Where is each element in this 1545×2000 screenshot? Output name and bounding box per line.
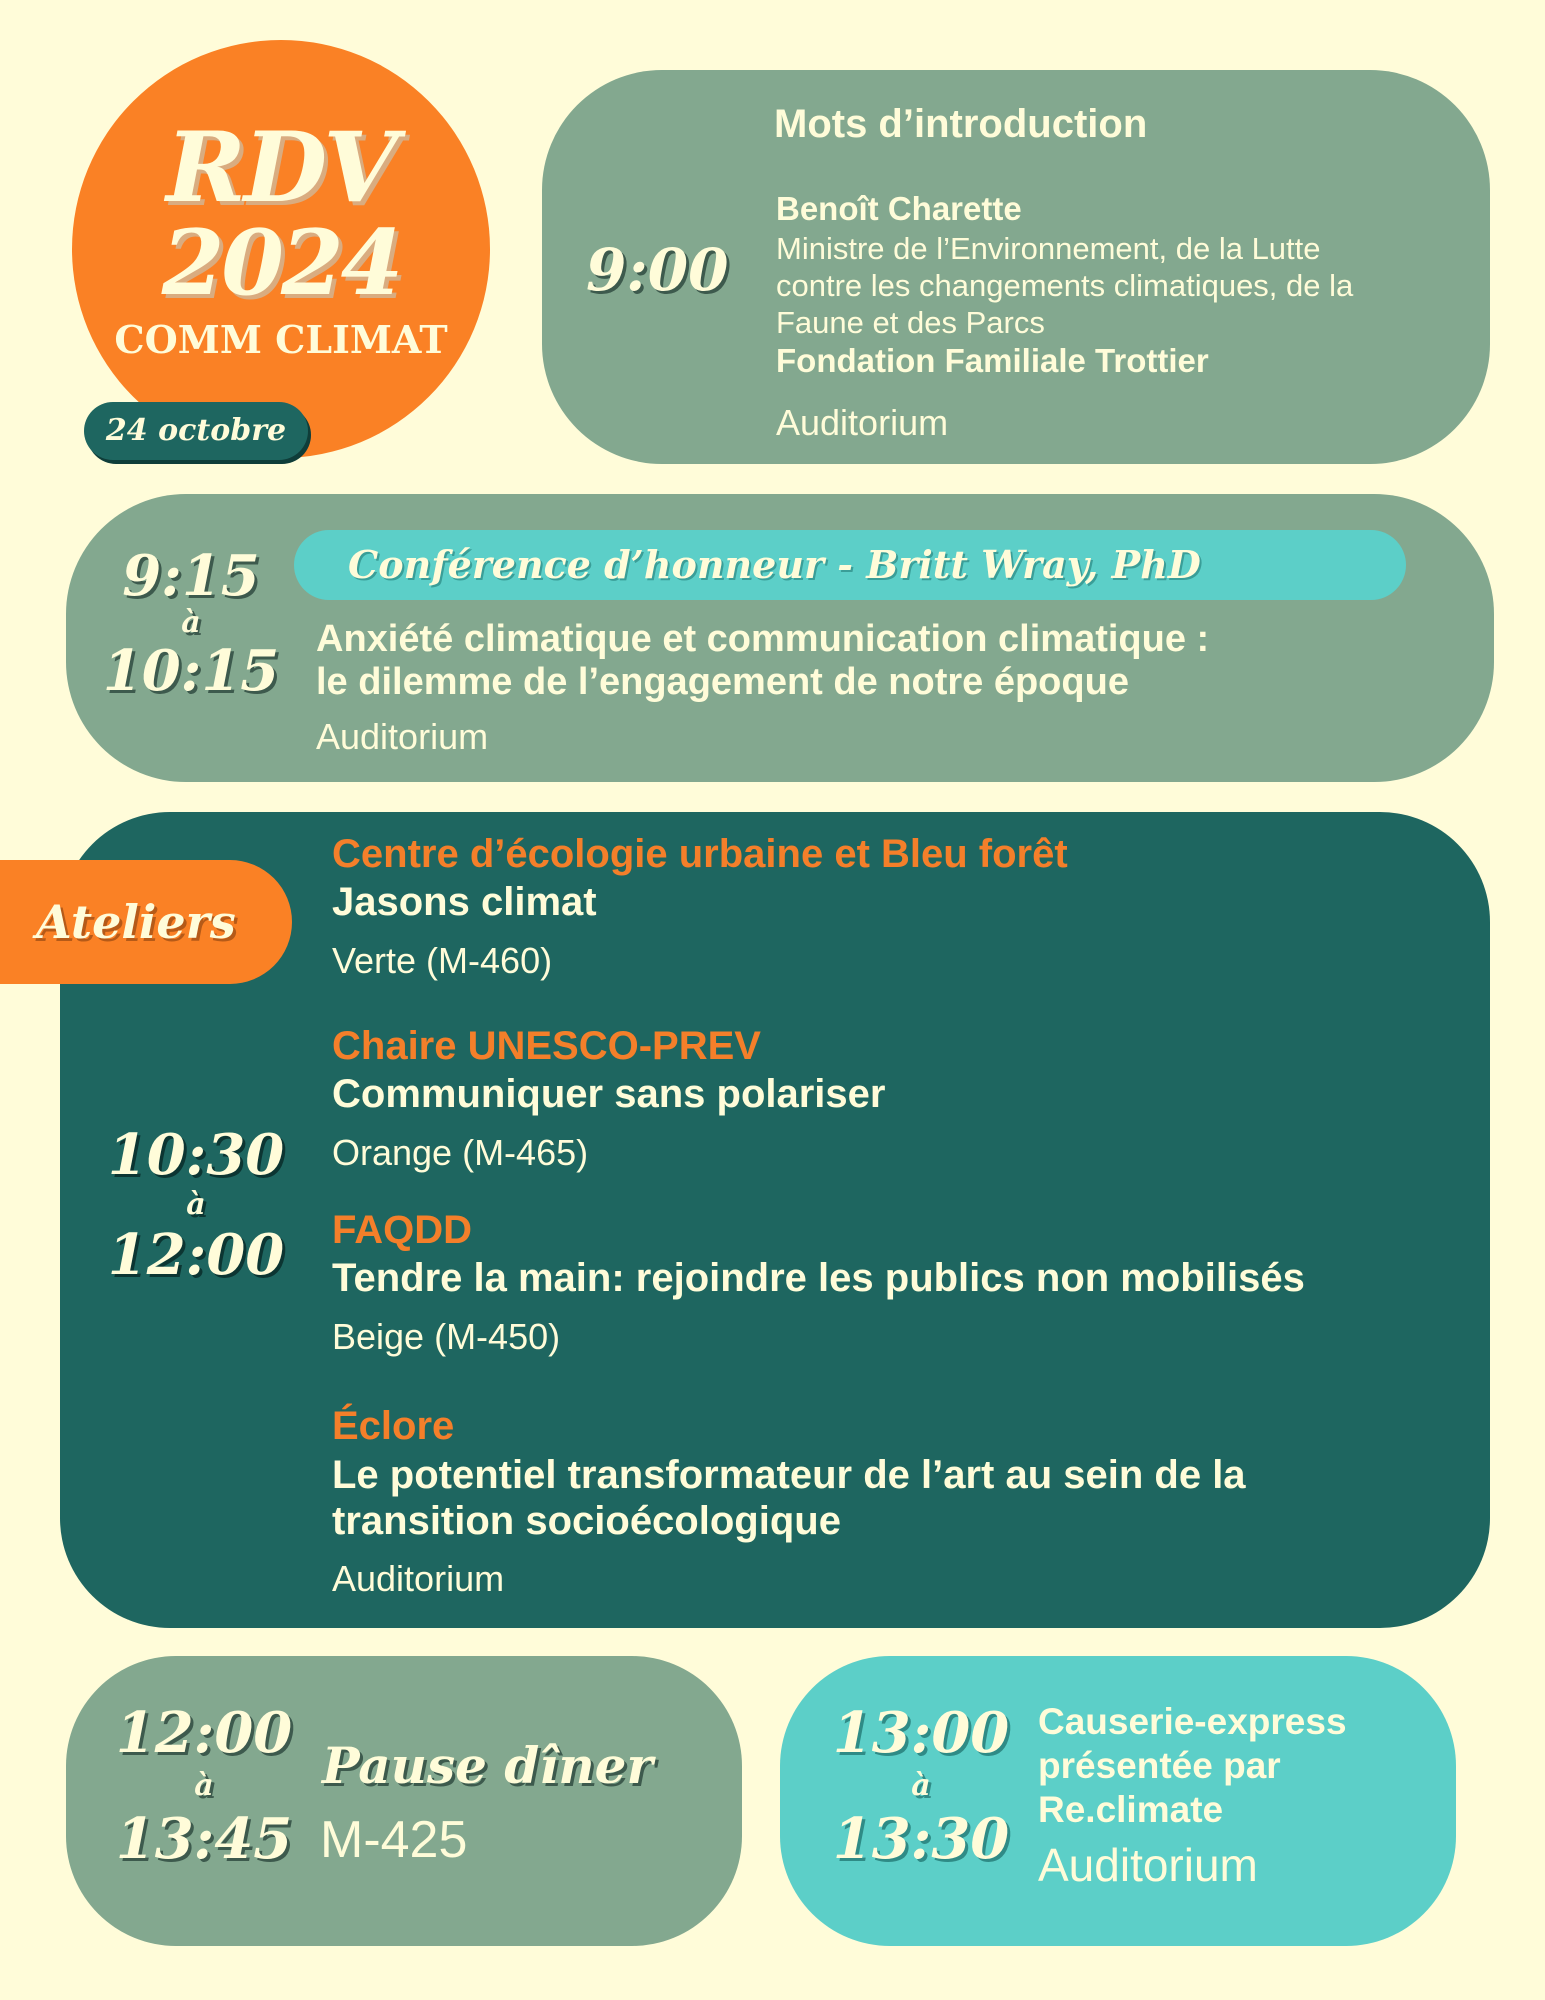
keynote-title-line: Anxiété climatique et communication climatique : (316, 618, 1210, 660)
keynote-time-start: 9:15 (122, 543, 260, 609)
date-badge: 24 octobre (84, 402, 308, 460)
intro-heading: Mots d’introduction (774, 102, 1148, 146)
workshops-time-sep: à (186, 1187, 206, 1222)
workshop-title: Jasons climat (332, 880, 597, 924)
express-time-end: 13:30 (832, 1806, 1010, 1872)
logo-subtitle: COMM CLIMAT (114, 317, 448, 362)
speaker-role-line: Faune et des Parcs (776, 305, 1045, 340)
speaker-role-line: Ministre de l’Environnement, de la Lutte (776, 231, 1321, 266)
workshop-title (332, 1452, 1246, 1544)
speaker-role-line: contre les changements climatiques, de la (776, 268, 1354, 303)
lunch-time-sep: à (194, 1768, 214, 1803)
workshops-tab (0, 860, 292, 984)
workshop-room: Orange (M-465) (332, 1132, 589, 1173)
lunch-room: M-425 (320, 1811, 468, 1869)
workshop-title: Communiquer sans polariser (332, 1072, 886, 1116)
express-title-line: Re.climate (1038, 1789, 1224, 1830)
event-logo (72, 40, 490, 458)
express-title (1038, 1700, 1347, 1832)
workshop-org: Éclore (332, 1404, 455, 1448)
speaker-name: Benoît Charette (776, 190, 1022, 227)
workshops-time-end: 12:00 (107, 1222, 285, 1288)
express-card (780, 1656, 1456, 1946)
workshop-org: Chaire UNESCO-PREV (332, 1024, 761, 1068)
lunch-title: Pause dîner (322, 1736, 653, 1795)
lunch-card (66, 1656, 742, 1946)
express-room: Auditorium (1038, 1839, 1258, 1891)
intro-time: 9:00 (586, 236, 729, 304)
workshops-time-start: 10:30 (107, 1122, 285, 1188)
express-time-sep: à (911, 1768, 931, 1803)
keynote-time-block (96, 544, 286, 704)
workshops-time-block (96, 1120, 296, 1290)
workshop-title-line: Le potentiel transformateur de l’art au sein de la (332, 1453, 1246, 1497)
lunch-time-block (102, 1700, 306, 1872)
workshop-room: Auditorium (332, 1558, 505, 1599)
lunch-time-start: 12:00 (115, 1700, 293, 1766)
logo-title: RDV (166, 111, 396, 224)
logo-year: 2024 (161, 210, 401, 316)
keynote-time-end: 10:15 (102, 638, 280, 704)
workshop-org: Centre d’écologie urbaine et Bleu forêt (332, 832, 1068, 876)
keynote-room: Auditorium (316, 716, 489, 757)
workshop-title-line: transition socioécologique (332, 1499, 841, 1543)
keynote-card (66, 494, 1494, 782)
express-time-start: 13:00 (832, 1700, 1010, 1766)
express-title-line: présentée par (1038, 1745, 1281, 1786)
keynote-banner (294, 530, 1406, 600)
keynote-banner-text: Conférence d’honneur - Britt Wray, PhD (348, 542, 1201, 587)
workshop-org: FAQDD (332, 1208, 472, 1252)
speaker-role (776, 230, 1353, 341)
intro-room: Auditorium (776, 402, 949, 443)
workshop-room: Verte (M-460) (332, 940, 553, 981)
keynote-time-sep: à (181, 605, 201, 640)
keynote-title (316, 618, 1209, 704)
express-time-block (824, 1700, 1018, 1872)
workshop-room: Beige (M-450) (332, 1316, 561, 1357)
express-title-line: Causerie-express (1038, 1701, 1347, 1742)
foundation-name: Fondation Familiale Trottier (776, 342, 1209, 379)
lunch-time-end: 13:45 (115, 1806, 293, 1872)
intro-card (542, 70, 1490, 464)
workshops-tab-label: Ateliers (36, 895, 236, 949)
workshop-title: Tendre la main: rejoindre les publics non mobilisés (332, 1256, 1305, 1300)
keynote-title-line: le dilemme de l’engagement de notre époque (316, 661, 1129, 703)
